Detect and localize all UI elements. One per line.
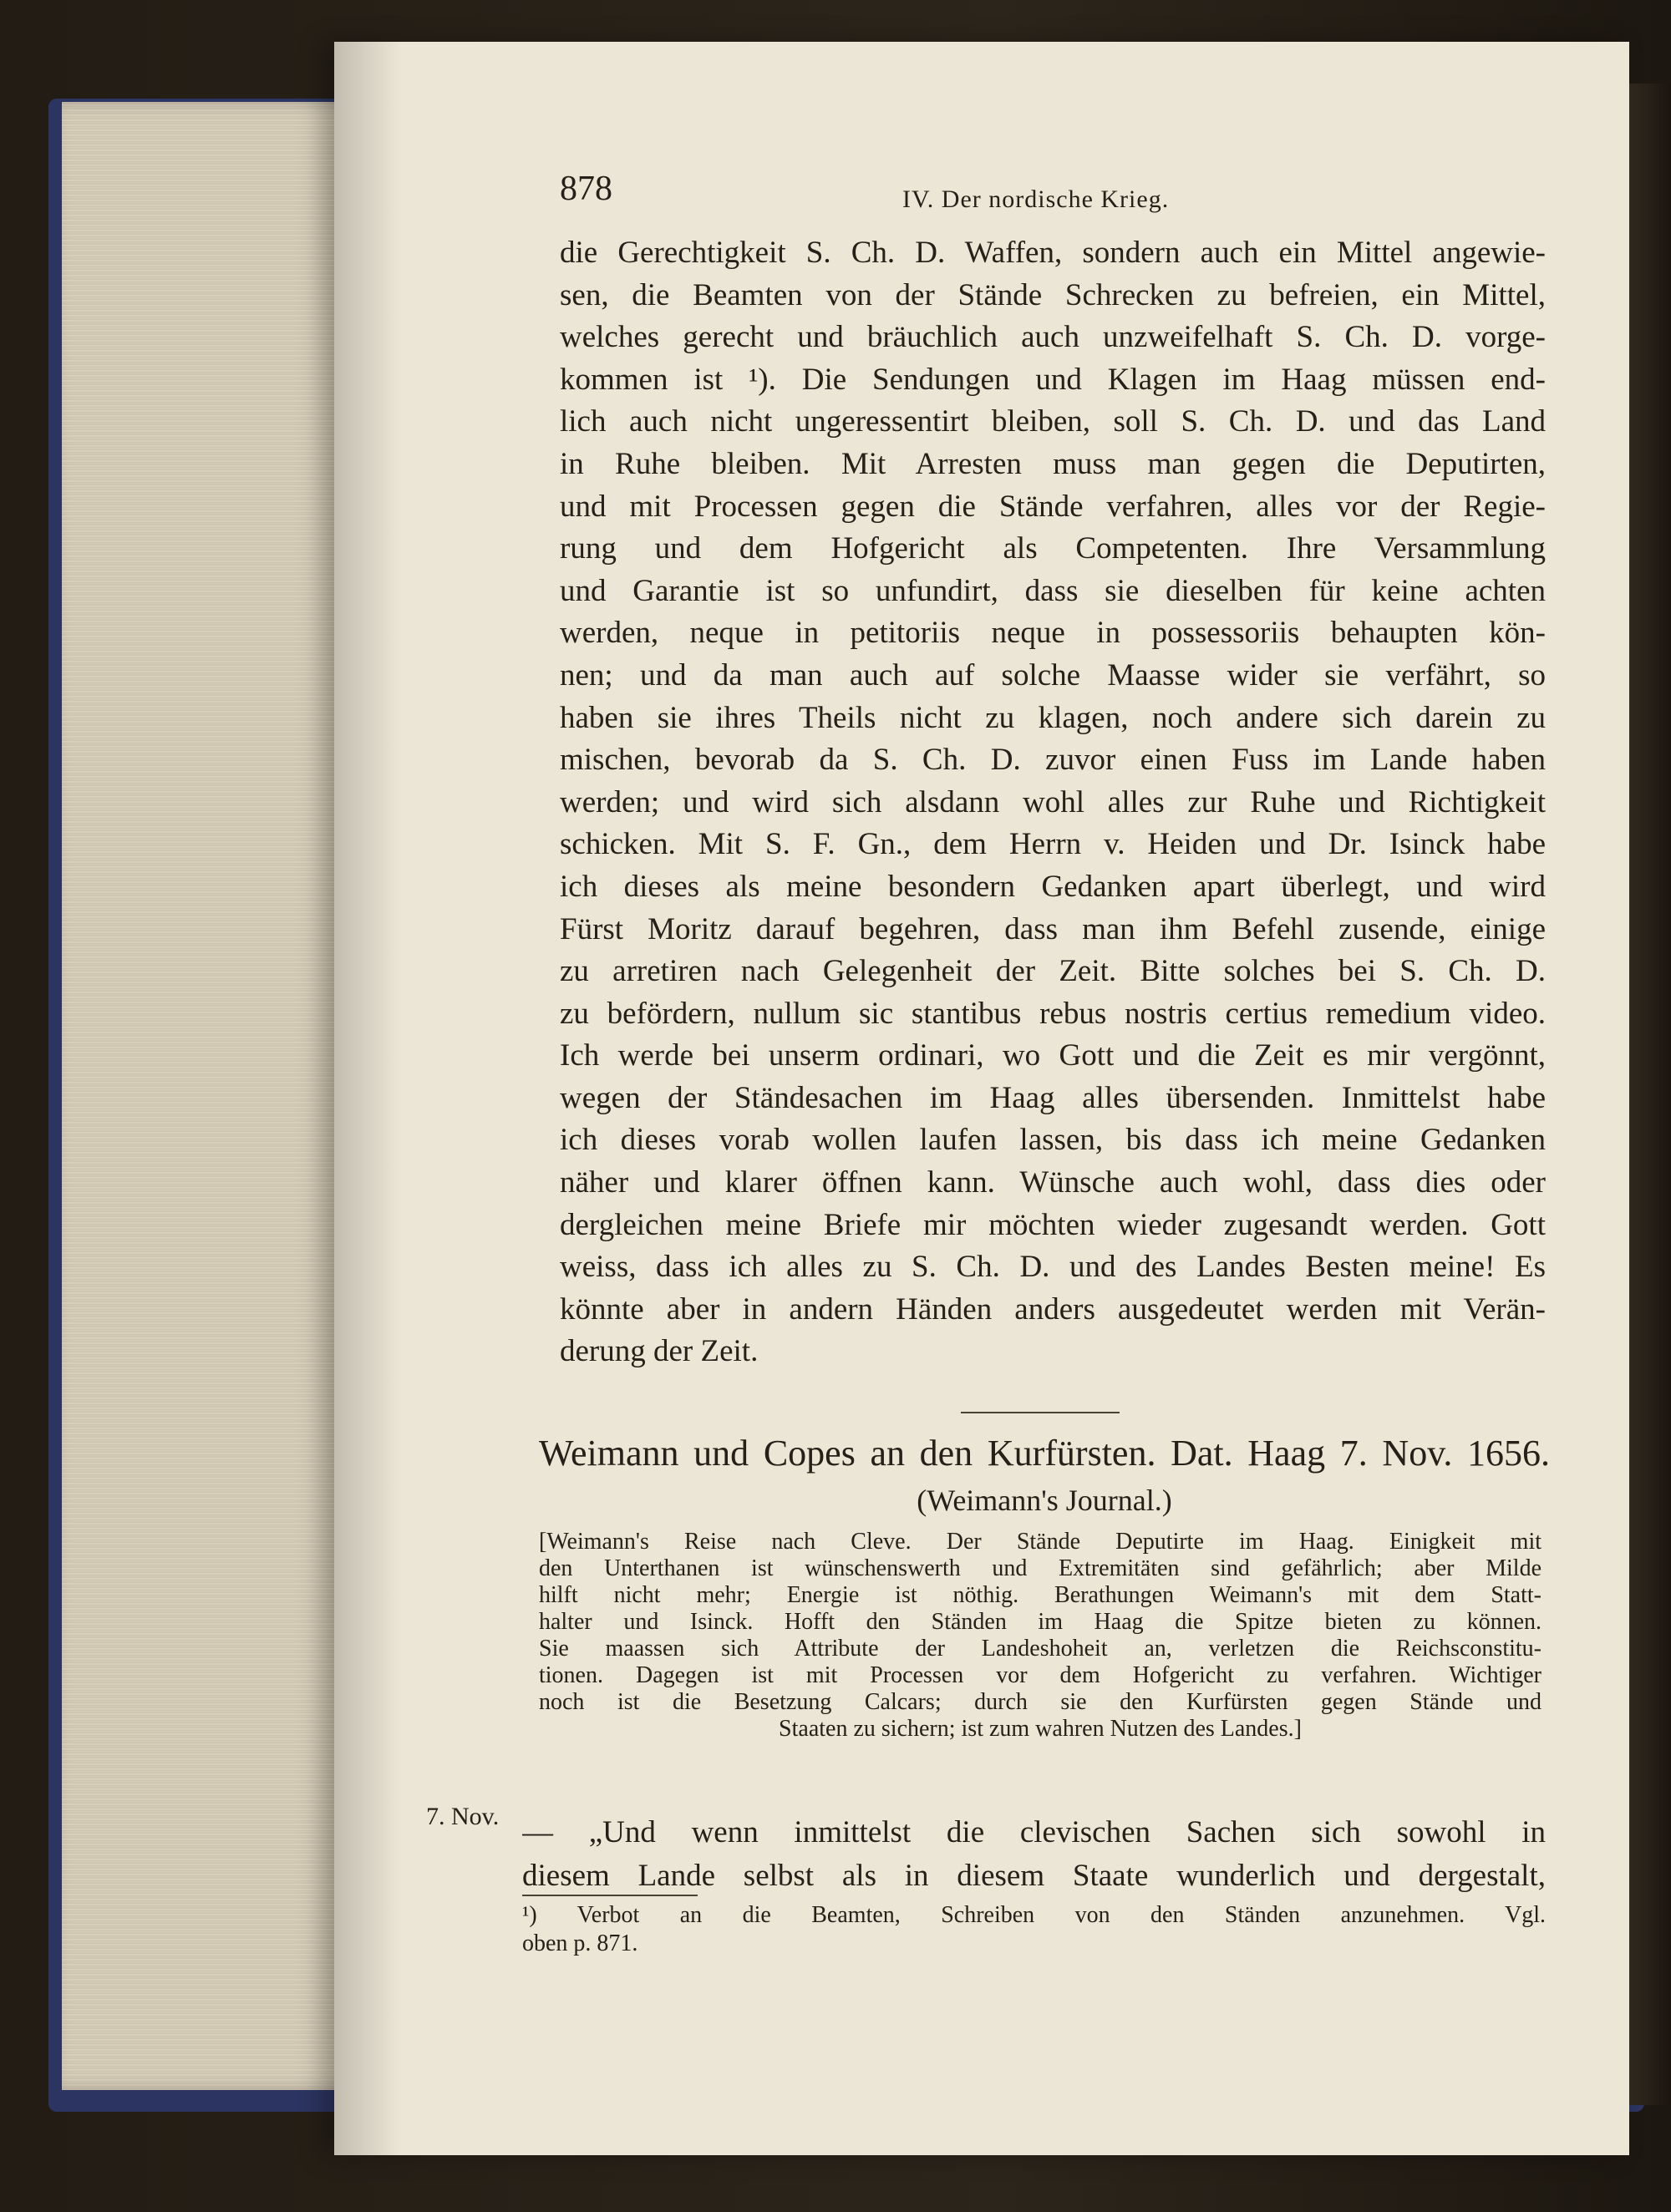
text-line: derung der Zeit. <box>560 1334 759 1369</box>
text-line: weiss, dass ich alles zu S. Ch. D. und des Landes Besten meine! Es <box>560 1250 1546 1285</box>
text-line: mischen, bevorab da S. Ch. D. zuvor einen Fuss im Lande haben <box>560 743 1546 778</box>
text-line: haben sie ihres Theils nicht zu klagen, noch andere sich darein zu <box>560 700 1546 735</box>
margin-date: 7. Nov. <box>426 1803 500 1830</box>
footnotes <box>522 1901 1546 1958</box>
page-header <box>560 169 1544 219</box>
text-line: zu arretiren nach Gelegenheit der Zeit. Bitte solches bei S. Ch. D. <box>560 954 1546 989</box>
summary-line: noch ist die Besetzung Calcars; durch sie den Kurfürsten gegen Stände und <box>539 1689 1541 1715</box>
letter-source: (Weimann's Journal.) <box>917 1484 1172 1517</box>
main-text-block <box>560 232 1546 1373</box>
text-line: sen, die Beamten von der Stände Schrecken zu befreien, ein Mittel, <box>560 277 1546 312</box>
text-line: wegen der Ständesachen im Haag alles übersenden. Inmittelst habe <box>560 1080 1546 1115</box>
letter-line: — „Und wenn inmittelst die clevischen Sachen sich sowohl in <box>522 1815 1546 1849</box>
text-line: zu befördern, nullum sic stantibus rebus nostris certius remedium video. <box>560 996 1546 1031</box>
footnote-line: ¹) Verbot an die Beamten, Schreiben von den Ständen anzunehmen. Vgl. <box>522 1902 1546 1928</box>
text-line: nen; und da man auch auf solche Maasse wider sie verfährt, so <box>560 657 1546 693</box>
text-line: welches gerecht und bräuchlich auch unzweifelhaft S. Ch. D. vorge- <box>560 320 1546 355</box>
letter-line: diesem Lande selbst als in diesem Staate wunderlich und dergestalt, <box>522 1859 1546 1893</box>
summary-line: den Unterthanen ist wünschenswerth und Extremitäten sind gefährlich; aber Milde <box>539 1555 1541 1581</box>
summary-line: halter und Isinck. Hofft den Ständen im Haag die Spitze bieten zu können. <box>539 1609 1541 1635</box>
text-line: schicken. Mit S. F. Gn., dem Herrn v. Heiden und Dr. Isinck habe <box>560 827 1546 862</box>
text-line: dergleichen meine Briefe mir möchten wieder zugesandt werden. Gott <box>560 1207 1546 1242</box>
text-line: rung und dem Hofgericht als Competenten. Ihre Versammlung <box>560 531 1546 566</box>
summary-line: Staaten zu sichern; ist zum wahren Nutzen des Landes.] <box>779 1716 1302 1742</box>
text-line: die Gerechtigkeit S. Ch. D. Waffen, sondern auch ein Mittel angewie- <box>560 236 1546 270</box>
text-line: lich auch nicht ungeressentirt bleiben, soll S. Ch. D. und das Land <box>560 404 1546 439</box>
section-divider <box>961 1412 1120 1413</box>
text-line: könnte aber in andern Händen anders ausgedeutet werden mit Verän- <box>560 1291 1546 1327</box>
letter-heading: Weimann und Copes an den Kurfürsten. Dat. Haag 7. Nov. 1656. <box>539 1433 1550 1474</box>
summary-line: Sie maassen sich Attribute der Landeshoheit an, verletzen die Reichsconstitu- <box>539 1636 1541 1662</box>
running-head: IV. Der nordische Krieg. <box>902 185 1170 213</box>
text-line: werden; und wird sich alsdann wohl alles zur Ruhe und Richtigkeit <box>560 784 1546 819</box>
summary-line: [Weimann's Reise nach Cleve. Der Stände Deputirte im Haag. Einigkeit mit <box>539 1529 1541 1555</box>
text-line: näher und klarer öffnen kann. Wünsche auch wohl, dass dies oder <box>560 1165 1546 1200</box>
text-line: in Ruhe bleiben. Mit Arresten muss man gegen die Deputirten, <box>560 446 1546 481</box>
text-line: ich dieses als meine besondern Gedanken apart überlegt, und wird <box>560 869 1546 904</box>
text-line: und mit Processen gegen die Stände verfahren, alles vor der Regie- <box>560 489 1546 524</box>
text-line: Fürst Moritz darauf begehren, dass man ihm Befehl zusende, einige <box>560 911 1546 946</box>
page-number: 878 <box>560 170 612 208</box>
summary-line: hilft nicht mehr; Energie ist nöthig. Berathungen Weimann's mit dem Statt- <box>539 1582 1541 1608</box>
summary-line: tionen. Dagegen ist mit Processen vor dem Hofgericht zu verfahren. Wichtiger <box>539 1662 1541 1688</box>
text-line: Ich werde bei unserm ordinari, wo Gott und die Zeit es mir vergönnt, <box>560 1038 1546 1073</box>
text-line: werden, neque in petitoriis neque in possessoriis behaupten kön- <box>560 616 1546 651</box>
text-line: kommen ist ¹). Die Sendungen und Klagen im Haag müssen end- <box>560 362 1546 397</box>
letter-text <box>522 1811 1546 1898</box>
letter-summary <box>539 1529 1541 1743</box>
footnote-rule <box>522 1895 698 1896</box>
footnote-line: oben p. 871. <box>522 1930 638 1956</box>
text-line: und Garantie ist so unfundirt, dass sie dieselben für keine achten <box>560 573 1546 608</box>
text-line: ich dieses vorab wollen laufen lassen, bis dass ich meine Gedanken <box>560 1123 1546 1158</box>
